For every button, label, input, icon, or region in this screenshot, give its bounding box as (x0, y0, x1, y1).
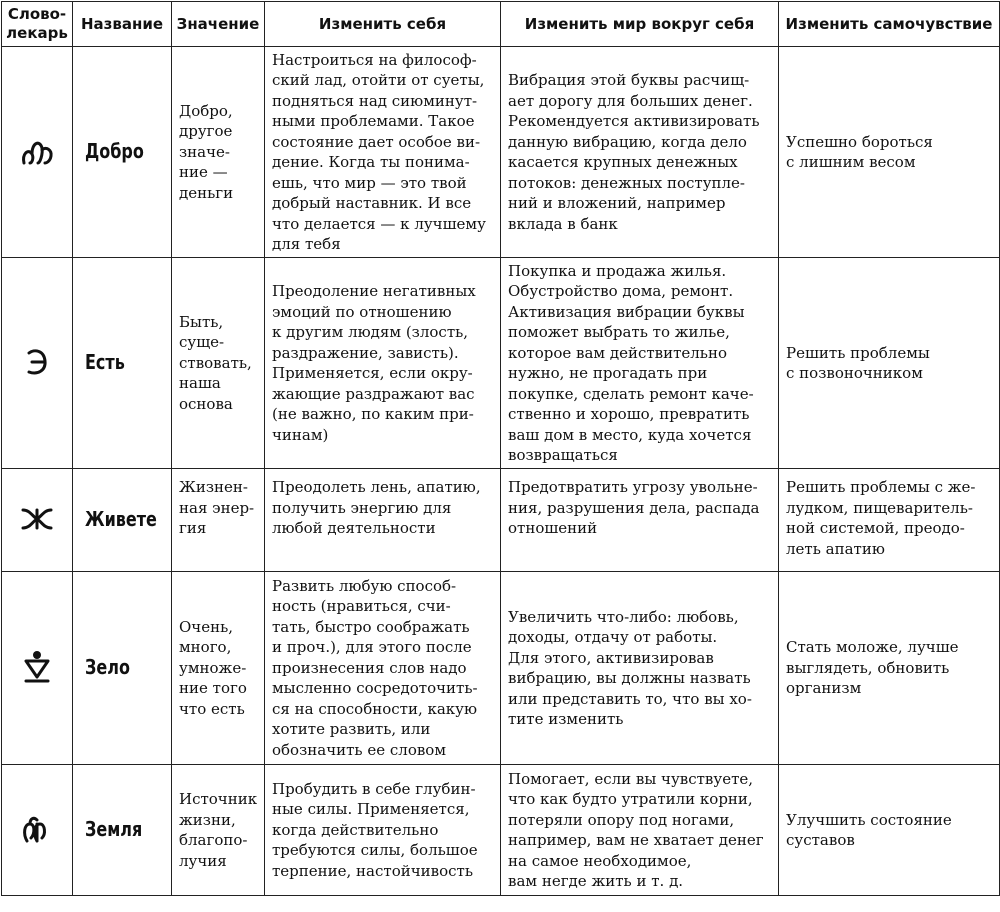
change-self-text: Развить любую способ- ность (нравиться, счи- тать, быстро соображать и проч.), для этого после произнесения слов надо мысленно сосредоточить- ся на способности, какую хотите развить, или обозначить ее словом (265, 572, 501, 765)
zelo-letter-icon (22, 649, 52, 685)
change-world-text: Увеличить что-либо: любовь, доходы, отдачу от работы. Для этого, активизировав вибрацию, вы должны назвать или представить то, что вы хо- тите изменить (501, 572, 779, 765)
header-meaning: Значение (172, 2, 265, 47)
change-wellbeing-text: Стать моложе, лучше выглядеть, обновить организм (779, 572, 1000, 765)
letter-meaning: Очень, много, умноже- ние того что есть (172, 572, 265, 765)
letter-meaning: Жизнен- ная энер- гия (172, 469, 265, 572)
header-change-world: Изменить мир вокруг себя (501, 2, 779, 47)
change-wellbeing-text: Решить проблемы с же- лудком, пищеваритель- ной системой, преодо- леть апатию (779, 469, 1000, 572)
change-world-text: Покупка и продажа жилья. Обустройство дома, ремонт. Активизация вибрации буквы поможет выбрать то жилье, которое вам действительно нужно, не прогадать при покупке, сделать ремонт каче- ственно и хорошо, превратить ваш дом в место, куда хочется возвращаться (501, 258, 779, 469)
letter-name: Есть (73, 231, 172, 495)
change-wellbeing-text: Улучшить состояние суставов (779, 765, 1000, 896)
est-letter-icon (24, 347, 50, 377)
table-row (2, 47, 1000, 258)
letter-name: Живете (73, 456, 172, 585)
header-change-wellbeing: Изменить самочувствие (779, 2, 1000, 47)
zhivete-letter-icon (20, 506, 54, 532)
change-wellbeing-text: Решить проблемы с позвоночником (779, 258, 1000, 469)
dobro-letter-icon (20, 136, 54, 166)
change-self-text: Настроиться на философ- ский лад, отойти от суеты, подняться над сиюминут- ными проблемами. Такое состояние дает особое ви- дение. Когда ты понима- ешь, что мир — это твой добрый наставник. И все что делается — к лучшему для тебя (265, 47, 501, 258)
zemlya-letter-icon (21, 814, 53, 844)
header-name: Название (73, 2, 172, 47)
letter-meaning: Быть, суще- ствовать, наша основа (172, 258, 265, 469)
change-wellbeing-text: Успешно бороться с лишним весом (779, 47, 1000, 258)
change-self-text: Преодоление негативных эмоций по отношению к другим людям (злость, раздражение, зависть). Применяется, если окру- жающие раздражают вас (не важно, по каким при- чинам) (265, 258, 501, 469)
letter-name: Добро (73, 20, 172, 284)
table-row (2, 765, 1000, 896)
header-change-self: Изменить себя (265, 2, 501, 47)
healing-letters-table (1, 1, 1000, 896)
letter-name: Земля (73, 748, 172, 912)
letter-name: Зело (73, 547, 172, 788)
table-row (2, 258, 1000, 469)
change-world-text: Вибрация этой буквы расчищ- ает дорогу для больших денег. Рекомендуется активизировать данную вибрацию, когда дело касается крупных денежных потоков: денежных поступле- ний и вложений, например вклада в банк (501, 47, 779, 258)
letter-meaning: Источник жизни, благопо- лучия (172, 765, 265, 896)
change-self-text: Пробудить в себе глубин- ные силы. Применяется, когда действительно требуются силы, большое терпение, настойчивость (265, 765, 501, 896)
change-world-text: Помогает, если вы чувствуете, что как будто утратили корни, потеряли опору под ногами, например, вам не хватает денег на самое необходимое, вам негде жить и т. д. (501, 765, 779, 896)
change-world-text: Предотвратить угрозу увольне- ния, разрушения дела, распада отношений (501, 469, 779, 572)
table-row (2, 572, 1000, 765)
change-self-text: Преодолеть лень, апатию, получить энергию для любой деятельности (265, 469, 501, 572)
letter-meaning: Добро, другое значе- ние — деньги (172, 47, 265, 258)
header-letter: Слово- лекарь (2, 2, 73, 47)
